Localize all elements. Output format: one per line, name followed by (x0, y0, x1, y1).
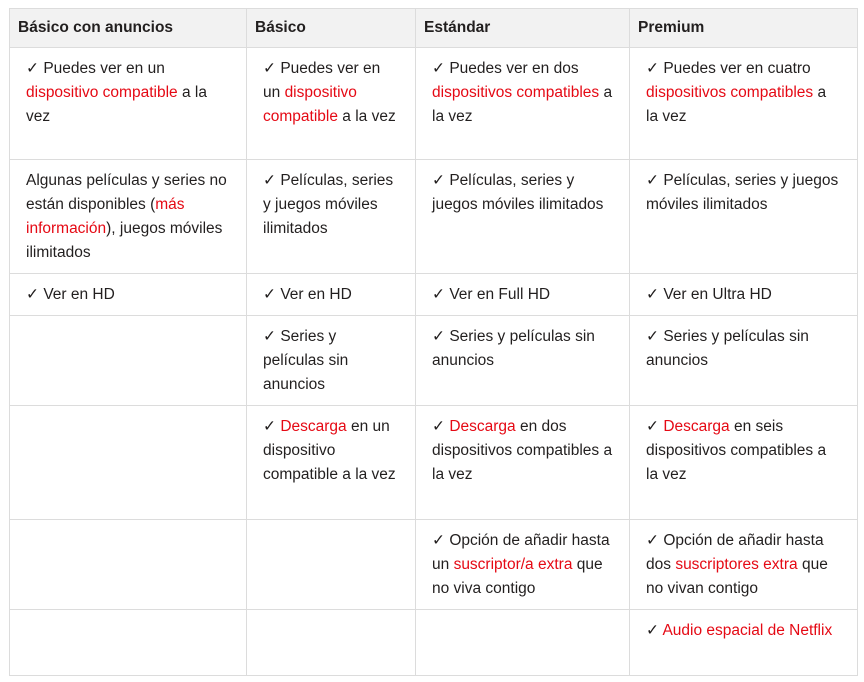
check-icon: ✓ (432, 286, 445, 303)
cell-text: Opción de añadir hasta dos (646, 532, 824, 573)
cell-text: Ver en Ultra HD (663, 286, 772, 303)
cell-basic-extra-member (247, 520, 416, 610)
cell-premium-catalogue (630, 160, 858, 274)
download-link[interactable]: Descarga (663, 418, 730, 435)
cell-basic-no-ads (247, 316, 416, 406)
download-link[interactable]: Descarga (449, 418, 516, 435)
check-icon: ✓ (646, 172, 659, 189)
cell-basic-ads-spatial-audio (10, 610, 247, 676)
cell-text: Opción de añadir hasta un (432, 532, 610, 573)
spatial-audio-link[interactable]: Audio espacial de Netflix (662, 622, 833, 639)
cell-text: a la vez (337, 108, 396, 125)
check-icon: ✓ (432, 418, 445, 435)
check-icon: ✓ (263, 328, 276, 345)
cell-text: a la vez (646, 84, 827, 125)
cell-text: que no viva contigo (432, 556, 603, 597)
cell-basic-downloads (247, 406, 416, 520)
table-row-spatial-audio (10, 610, 858, 676)
check-icon: ✓ (646, 532, 659, 549)
cell-text: Puedes ver en un (43, 60, 165, 77)
cell-text: a la vez (432, 84, 613, 125)
compatible-devices-link[interactable]: dispositivos compatibles (646, 84, 814, 101)
cell-premium-spatial-audio (630, 610, 858, 676)
compatible-device-link[interactable]: dispositivo compatible (26, 84, 178, 101)
check-icon: ✓ (646, 328, 659, 345)
extra-members-link[interactable]: suscriptores extra (675, 556, 798, 573)
cell-text: en seis dispositivos compatibles a la vez (646, 418, 827, 483)
compatible-device-link[interactable]: dispositivo compatible (263, 84, 357, 125)
header-row (10, 9, 858, 48)
check-icon: ✓ (263, 286, 276, 303)
check-icon: ✓ (432, 532, 445, 549)
table-row-catalogue (10, 160, 858, 274)
header-basic-with-ads: Básico con anuncios (10, 9, 247, 48)
cell-premium-resolution (630, 274, 858, 316)
cell-standard-devices (416, 48, 630, 160)
check-icon: ✓ (263, 60, 276, 77)
cell-text: Películas, series y juegos móviles ilimitados (263, 172, 394, 237)
download-link[interactable]: Descarga (280, 418, 347, 435)
header-premium: Premium (630, 9, 858, 48)
check-icon: ✓ (646, 622, 659, 639)
cell-standard-no-ads (416, 316, 630, 406)
header-basic: Básico (247, 9, 416, 48)
header-standard: Estándar (416, 9, 630, 48)
cell-text: Puedes ver en un (263, 60, 381, 101)
cell-text: Películas, series y juegos móviles ilimitados (646, 172, 839, 213)
cell-text: en dos dispositivos compatibles a la vez (432, 418, 613, 483)
extra-member-link[interactable]: suscriptor/a extra (453, 556, 573, 573)
cell-text: Algunas películas y series no están disponibles ( (26, 172, 227, 213)
more-info-link[interactable]: más información (26, 196, 185, 237)
check-icon: ✓ (432, 328, 445, 345)
cell-premium-downloads (630, 406, 858, 520)
check-icon: ✓ (26, 286, 39, 303)
cell-basic-devices (247, 48, 416, 160)
cell-text: ), juegos móviles ilimitados (26, 220, 223, 261)
cell-text: Puedes ver en cuatro (663, 60, 811, 77)
cell-text: Puedes ver en dos (449, 60, 579, 77)
cell-basic-ads-no-ads (10, 316, 247, 406)
check-icon: ✓ (646, 418, 659, 435)
cell-text: Series y películas sin anuncios (263, 328, 349, 393)
check-icon: ✓ (432, 172, 445, 189)
plan-comparison-container (9, 8, 858, 676)
table-row-resolution (10, 274, 858, 316)
check-icon: ✓ (263, 172, 276, 189)
cell-standard-downloads (416, 406, 630, 520)
cell-premium-no-ads (630, 316, 858, 406)
cell-text: en un dispositivo compatible a la vez (263, 418, 396, 483)
plan-comparison-table (9, 8, 858, 676)
cell-basic-catalogue (247, 160, 416, 274)
check-icon: ✓ (646, 60, 659, 77)
cell-premium-devices (630, 48, 858, 160)
cell-standard-extra-member (416, 520, 630, 610)
cell-basic-ads-extra-member (10, 520, 247, 610)
cell-basic-spatial-audio (247, 610, 416, 676)
cell-basic-ads-catalogue (10, 160, 247, 274)
cell-text: a la vez (26, 84, 207, 125)
check-icon: ✓ (646, 286, 659, 303)
cell-text: Ver en HD (43, 286, 115, 303)
cell-premium-extra-member (630, 520, 858, 610)
cell-text: Películas, series y juegos móviles ilimitados (432, 172, 604, 213)
cell-text: Ver en Full HD (449, 286, 551, 303)
cell-text: que no vivan contigo (646, 556, 828, 597)
check-icon: ✓ (432, 60, 445, 77)
cell-basic-ads-resolution (10, 274, 247, 316)
table-row-downloads (10, 406, 858, 520)
cell-text: Series y películas sin anuncios (646, 328, 809, 369)
table-row-devices (10, 48, 858, 160)
cell-text: Series y películas sin anuncios (432, 328, 595, 369)
cell-basic-ads-downloads (10, 406, 247, 520)
cell-basic-ads-devices (10, 48, 247, 160)
check-icon: ✓ (26, 60, 39, 77)
compatible-devices-link[interactable]: dispositivos compatibles (432, 84, 600, 101)
cell-basic-resolution (247, 274, 416, 316)
cell-text: Ver en HD (280, 286, 352, 303)
check-icon: ✓ (263, 418, 276, 435)
table-row-extra-member (10, 520, 858, 610)
cell-standard-spatial-audio (416, 610, 630, 676)
cell-standard-resolution (416, 274, 630, 316)
table-row-no-ads (10, 316, 858, 406)
cell-standard-catalogue (416, 160, 630, 274)
